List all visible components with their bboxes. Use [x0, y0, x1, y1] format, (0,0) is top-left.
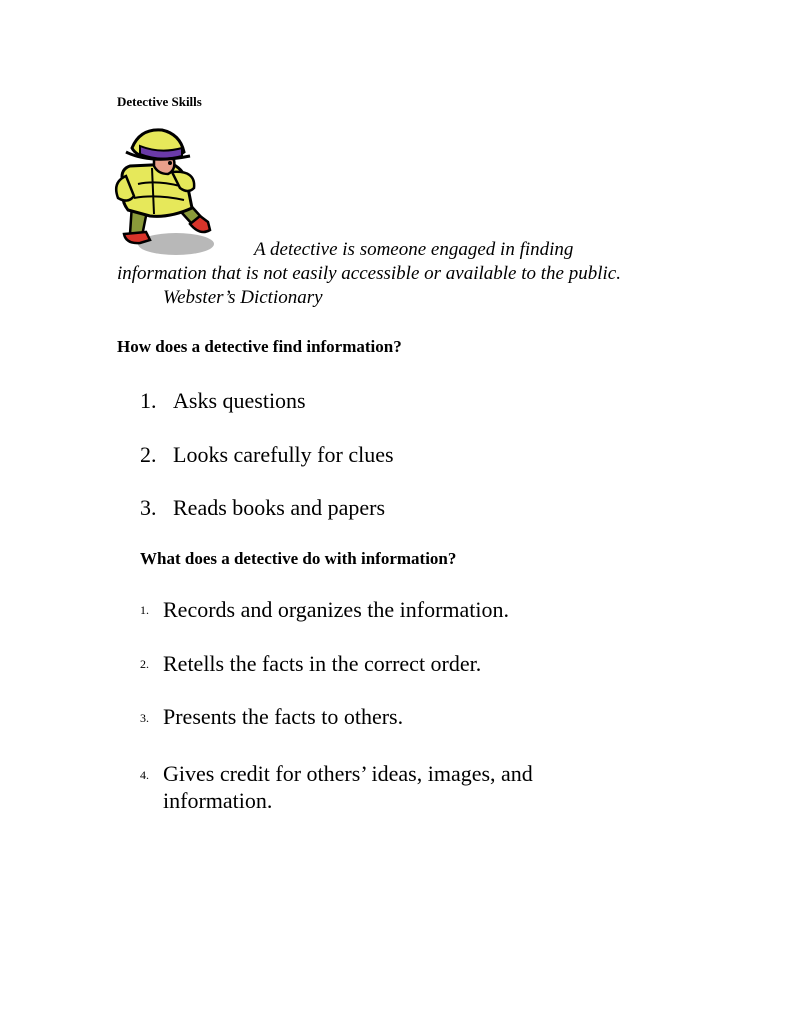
list-item-number: 3. — [140, 495, 157, 520]
definition-line-2: information that is not easily accessible or available to the public. — [117, 263, 621, 284]
list-item-text: Presents the facts to others. — [163, 704, 404, 729]
definition-line-1: A detective is someone engaged in finding — [254, 239, 574, 260]
section-2-heading: What does a detective do with information? — [140, 549, 457, 568]
list-item-text: Gives credit for others’ ideas, images, and information. — [163, 761, 533, 813]
list-item-text: Asks questions — [173, 388, 306, 413]
page-title: Detective Skills — [117, 94, 202, 109]
list-item-text: Looks carefully for clues — [173, 442, 394, 467]
definition-source: Webster’s Dictionary — [163, 287, 323, 308]
section-1-heading: How does a detective find information? — [117, 337, 402, 356]
list-item-text: Reads books and papers — [173, 495, 386, 520]
list-item-number: 1. — [140, 388, 157, 413]
detective-clipart-icon — [110, 126, 218, 260]
list-item-number: 3. — [140, 711, 149, 725]
list-item-text: Records and organizes the information. — [163, 597, 509, 622]
list-item-number: 1. — [140, 603, 149, 617]
list-item-text: Retells the facts in the correct order. — [163, 651, 482, 676]
list-item-number: 2. — [140, 442, 157, 467]
list-item-number: 4. — [140, 768, 149, 782]
list-item-number: 2. — [140, 657, 149, 671]
